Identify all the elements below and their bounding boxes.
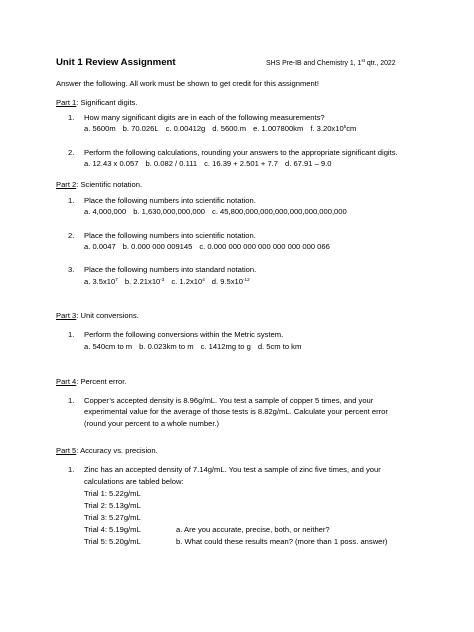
part4-q1-line: (round your percent to a whole number.) <box>84 419 220 428</box>
part2-q1-options <box>84 207 347 217</box>
option-f-pre: f. 3.20x10 <box>310 124 344 133</box>
trial-item: Trial 1: 5.22g/mL <box>84 489 141 498</box>
part3-q1-text: Perform the following conversions within the Metric system. <box>84 330 284 339</box>
option-f-sup: 5 <box>343 124 347 129</box>
option-item: d. 5cm to km <box>257 342 302 351</box>
option-sup: -12 <box>243 277 250 282</box>
course-info <box>266 59 396 69</box>
option-pre: b. 2.21x10 <box>124 277 161 286</box>
part2-title: : Scientific notation. <box>76 180 143 189</box>
option-item: c. 1412mg to g <box>200 342 251 351</box>
part1-title: : Significant digits. <box>76 98 138 107</box>
option-item: b. 1,630,000,000,000 <box>133 207 206 216</box>
option-item: a. 540cm to m <box>84 342 133 351</box>
part2-q3-text: Place the following numbers into standard notation. <box>84 265 257 274</box>
part5-subquestion-a: a. Are you accurate, precise, both, or neither? <box>176 525 330 534</box>
part2-heading <box>56 180 142 190</box>
option-item: d. 5600.m <box>212 124 247 133</box>
option-pre: a. 3.5x10 <box>84 277 116 286</box>
part5-q1-line: Zinc has an accepted density of 7.14g/mL. You test a sample of zinc five times, and your <box>84 465 381 474</box>
part1-label: Part 1 <box>56 98 77 107</box>
part3-heading <box>56 311 139 321</box>
part1-heading <box>56 98 137 108</box>
part1-q1-number: 1. <box>68 113 75 122</box>
part1-q1-text: How many significant digits are in each of the following measurements? <box>84 113 325 122</box>
option-item <box>171 277 204 286</box>
part3-q1-number: 1. <box>68 330 75 339</box>
option-item: a. 4,000,000 <box>84 207 127 216</box>
option-item: a. 12.43 x 0.057 <box>84 159 139 168</box>
option-item: c. 0.00412g <box>165 124 206 133</box>
option-item: b. 0.000 000 009145 <box>122 242 193 251</box>
part3-title: : Unit conversions. <box>76 311 139 320</box>
option-f-post: cm <box>346 124 357 133</box>
option-pre: c. 1.2x10 <box>171 277 203 286</box>
part2-q2-number: 2. <box>68 231 75 240</box>
trial-item: Trial 5: 5.20g/mL <box>84 537 141 546</box>
option-item: c. 45,800,000,000,000,000,000,000,000 <box>212 207 347 216</box>
part4-title: : Percent error. <box>76 377 127 386</box>
course-info-post: qtr., 2022 <box>364 60 396 67</box>
option-item-f <box>310 124 356 133</box>
course-info-sup: st <box>361 58 365 63</box>
part2-q3-options <box>84 277 250 287</box>
part2-label: Part 2 <box>56 180 77 189</box>
part5-q1-line: calculations are tabled below: <box>84 477 184 486</box>
option-pre: d. 9.5x10 <box>211 277 244 286</box>
part4-label: Part 4 <box>56 377 77 386</box>
part1-q2-number: 2. <box>68 148 75 157</box>
option-sup: 7 <box>115 277 118 282</box>
option-sup: 4 <box>202 277 205 282</box>
part2-q2-text: Place the following numbers into scientific notation. <box>84 231 256 240</box>
part1-q2-text: Perform the following calculations, rounding your answers to the appropriate significant digits. <box>84 148 398 157</box>
part2-q1-number: 1. <box>68 196 75 205</box>
part5-heading <box>56 446 158 456</box>
option-item: b. 0.082 / 0.111 <box>145 159 198 168</box>
trial-item: Trial 2: 5.13g/mL <box>84 501 141 510</box>
option-sup: -3 <box>160 277 165 282</box>
part3-label: Part 3 <box>56 311 77 320</box>
option-item: e. 1.007800km <box>253 124 304 133</box>
part1-q1-options <box>84 124 356 134</box>
option-item: a. 5600m <box>84 124 116 133</box>
part4-q1-line: Copper’s accepted density is 8.96g/mL. You test a sample of copper 5 times, and your <box>84 396 374 405</box>
option-item: c. 0.000 000 000 000 000 000 000 066 <box>199 242 330 251</box>
part2-q2-options <box>84 242 330 252</box>
option-item <box>212 277 250 286</box>
part4-heading <box>56 377 127 387</box>
option-item: d. 67.91 – 9.0 <box>285 159 332 168</box>
part5-label: Part 5 <box>56 446 77 455</box>
part5-subquestion-b: b. What could these results mean? (more than 1 poss. answer) <box>176 537 388 546</box>
instructions: Answer the following. All work must be shown to get credit for this assignment! <box>56 79 319 88</box>
part4-q1-line: experimental value for the average of those tests is 8.82g/mL. Calculate your percent error <box>84 407 388 416</box>
page-title: Unit 1 Review Assignment <box>56 57 176 68</box>
option-item <box>84 277 118 286</box>
part2-q3-number: 3. <box>68 265 75 274</box>
part1-q2-options <box>84 159 331 169</box>
trial-item: Trial 3: 5.27g/mL <box>84 513 141 522</box>
part3-q1-options <box>84 342 301 352</box>
option-item <box>125 277 165 286</box>
part4-q1-number: 1. <box>68 396 75 405</box>
option-item: c. 16.39 + 2.501 + 7.7 <box>204 159 279 168</box>
course-info-pre: SHS Pre-IB and Chemistry 1, 1 <box>266 60 362 67</box>
option-item: a. 0.0047 <box>84 242 116 251</box>
option-item: b. 70.026L <box>122 124 159 133</box>
part5-q1-number: 1. <box>68 465 75 474</box>
part5-title: : Accuracy vs. precision. <box>76 446 158 455</box>
part2-q1-text: Place the following numbers into scientific notation. <box>84 196 256 205</box>
option-item: b. 0.023km to m <box>139 342 194 351</box>
trial-item: Trial 4: 5.19g/mL <box>84 525 141 534</box>
